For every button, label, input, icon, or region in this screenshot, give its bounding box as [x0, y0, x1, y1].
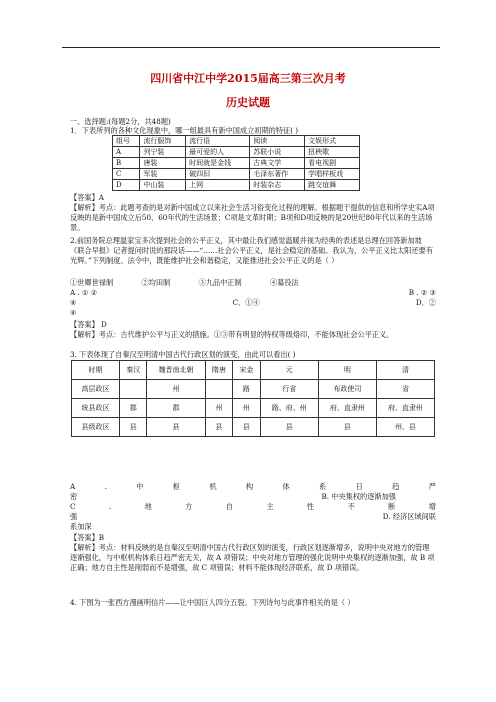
- table-row: [113, 169, 360, 180]
- table-row: [72, 380, 435, 399]
- table-row: [72, 361, 435, 380]
- q1-analysis: 【解析】考点：此题考查的是对新中国成立以来社会生活习俗变化过程的理解。根据题干提供的信息和所学史实A项反映的是新中国成立后50、60年代的生活场景；C项是文革时期；B项和D项反映的是20世纪80年代以来的生活场景。: [70, 203, 435, 232]
- table-cell: 县: [147, 418, 205, 437]
- header-rule: [62, 47, 440, 48]
- table-row: [72, 418, 435, 437]
- q3-option-a-char: A: [70, 482, 76, 491]
- q3-options-row2: [70, 492, 436, 501]
- table-cell: 时间就是金钱: [186, 158, 250, 169]
- q4-stem: 4. 下图为一张西方漫画明信片——让中国巨人四分五裂。下列诗句与此事件相关的是（ ）: [70, 598, 355, 607]
- q3-option-b: B. 中央集权的逐渐加强: [321, 492, 396, 501]
- table-header: 流行服饰: [140, 136, 186, 147]
- table-cell: 县级政区: [72, 418, 120, 437]
- q3-option-a-char: 枢: [172, 482, 180, 491]
- table-cell: 最可爱的人: [186, 147, 250, 158]
- q3-table: [71, 360, 435, 437]
- table-cell: 军装: [140, 169, 186, 180]
- q3-option-c-char: 方: [185, 502, 193, 511]
- table-header: 宋金: [233, 361, 261, 380]
- q2-options-row1: [70, 288, 436, 297]
- table-cell: 县: [119, 418, 147, 437]
- q1-table: [112, 135, 360, 191]
- table-row: [72, 399, 435, 418]
- q2-option-d-cont: ④: [70, 308, 77, 317]
- table-cell: 州: [205, 399, 233, 418]
- table-cell: 高层政区: [72, 380, 120, 399]
- q3-option-c-char: 断: [388, 502, 396, 511]
- table-header: 魏晋南北朝: [147, 361, 205, 380]
- table-cell: 路、府、州: [260, 399, 318, 418]
- table-cell: 列宁装: [140, 147, 186, 158]
- q3-option-a-char: 构: [245, 482, 254, 491]
- table-cell: 郡: [147, 399, 205, 418]
- table-cell: 府、直隶州: [376, 399, 434, 418]
- q3-option-a-tail: 密: [70, 492, 78, 501]
- q2-analysis: 【解析】考点：古代维护公平与正义的措施。①③带有明显的特权等级烙印，不能体现社会公平正义。: [70, 330, 394, 339]
- q3-option-c-char: .: [108, 502, 112, 511]
- q3-option-a-char: 系: [319, 482, 327, 491]
- q3-option-c: [70, 502, 436, 511]
- table-cell: C: [113, 169, 140, 180]
- table-row: [113, 158, 360, 169]
- q3-option-d: D. 经济区域间联: [382, 512, 436, 521]
- q2-items: [70, 278, 370, 287]
- table-cell: 州、县: [376, 418, 434, 437]
- table-header: 明: [318, 361, 376, 380]
- q3-option-a-char: 趋: [392, 482, 400, 491]
- q3-option-a-char: 体: [282, 482, 290, 491]
- table-row: [113, 180, 360, 191]
- q3-option-c-char: 增: [428, 502, 436, 511]
- table-cell: 古典文学: [250, 158, 305, 169]
- q3-options-row4: [70, 512, 436, 521]
- table-cell: 郡: [119, 399, 147, 418]
- table-cell: 上网: [186, 180, 250, 191]
- q3-option-c-char: C: [70, 502, 76, 511]
- q3-option-c-char: 地: [144, 502, 152, 511]
- table-cell: 跳交谊舞: [305, 180, 360, 191]
- q2-option-b: B . ② ③: [408, 288, 436, 297]
- table-cell: 府、直隶州: [318, 399, 376, 418]
- table-cell: 扭秧歌: [305, 147, 360, 158]
- table-cell: [119, 380, 147, 399]
- q2-item: ④募役法: [269, 278, 299, 287]
- q2-options-row2: [70, 298, 436, 307]
- q2-item: ②均田制: [141, 278, 171, 287]
- table-header: 清: [376, 361, 434, 380]
- q3-stem: 3. 下表体现了自秦汉至明清中国古代行政区划的演变，由此可以看出( ): [70, 350, 296, 359]
- section-heading: 一、选择题:(每题2分，共48题): [70, 117, 171, 126]
- table-cell: 县: [233, 418, 261, 437]
- table-cell: 县: [318, 418, 376, 437]
- q2-option-a: A . ① ②: [70, 288, 98, 297]
- q3-option-a-char: 机: [209, 482, 217, 491]
- q3-option-c-char: 性: [306, 502, 315, 511]
- table-header: 阅读: [250, 136, 305, 147]
- q3-option-a-char: 中: [136, 482, 144, 491]
- table-cell: B: [113, 158, 140, 169]
- q3-option-c-char: 自: [225, 502, 233, 511]
- table-row: [113, 147, 360, 158]
- table-cell: D: [113, 180, 140, 191]
- table-cell: 毛泽东著作: [250, 169, 305, 180]
- q1-stem: 1．下表所列的各种文化现象中，哪一组最具有新中国成立初期的特征( ): [70, 126, 299, 135]
- table-cell: 布政使司: [318, 380, 376, 399]
- table-cell: [205, 380, 233, 399]
- q2-stem: 2.前国务院总理温家宝多次提到社会的公平正义，其中最让我们感觉温暖并视为经典的表述是总理在回答新加坡《联合早报》记者提问时说的那段话——“……社会公平正义，是社会稳定的基础。我认为，公平正义比太阳还要有光辉。”下列制度、法令中，既能维护社会和谐稳定，又能推进社会公平正义的是（ ）: [70, 236, 434, 265]
- table-header: 秦汉: [119, 361, 147, 380]
- table-cell: 县: [205, 418, 233, 437]
- q2-item: ③九品中正制: [198, 278, 242, 287]
- table-header: 时期: [72, 361, 120, 380]
- table-cell: 省: [376, 380, 434, 399]
- q3-option-c-char: 主: [266, 502, 274, 511]
- table-cell: 县: [260, 418, 318, 437]
- table-cell: 路: [233, 380, 261, 399]
- q1-answer: 【答案】A: [70, 193, 104, 202]
- table-cell: 州: [147, 380, 205, 399]
- q2-answer: 【答案】 D: [70, 320, 107, 329]
- q3-option-a-char: 严: [428, 482, 436, 491]
- table-header: 文娱形式: [305, 136, 360, 147]
- q3-answer: 【答案】B: [70, 533, 105, 542]
- table-header: 流行语: [186, 136, 250, 147]
- q2-item: ①世卿世禄制: [70, 278, 114, 287]
- table-cell: 时装杂志: [250, 180, 305, 191]
- q3-option-a: [70, 482, 436, 491]
- table-cell: 唐装: [140, 158, 186, 169]
- table-cell: 学唱样板戏: [305, 169, 360, 180]
- q3-analysis: 【解析】考点：材料反映的是自秦汉至明清中国古代行政区划的演变，行政区划逐渐增多，说明中央对地方的管理逐渐强化，与中枢机构体系日趋严密无关，故 A 项错误；中央对地方管理的强化说明中央集权的逐渐加强，故 B 项正确；地方自主性是削弱而不是增强，故 C 项错误；材料不能体现经济联系，故 D 项错误。: [70, 543, 435, 572]
- exam-subtitle: 历史试题: [226, 96, 270, 109]
- table-cell: 破四旧: [186, 169, 250, 180]
- q3-option-c-char: 不: [347, 502, 355, 511]
- table-cell: 行省: [260, 380, 318, 399]
- table-header: 组号: [113, 136, 140, 147]
- q3-option-a-char: 日: [355, 482, 363, 491]
- q3-option-a-char: .: [104, 482, 107, 491]
- table-header: 隋唐: [205, 361, 233, 380]
- table-header: 元: [260, 361, 318, 380]
- q2-option-a-cont: ④: [70, 298, 77, 307]
- table-cell: 统县政区: [72, 399, 120, 418]
- q3-option-d-tail: 系加深: [70, 522, 92, 531]
- table-cell: A: [113, 147, 140, 158]
- q3-option-c-tail: 强: [70, 512, 78, 521]
- table-cell: 州: [233, 399, 261, 418]
- table-cell: 看电视剧: [305, 158, 360, 169]
- q2-option-c: C．①④: [232, 298, 260, 307]
- table-cell: 苏联小说: [250, 147, 305, 158]
- table-row: [113, 136, 360, 147]
- table-cell: 中山装: [140, 180, 186, 191]
- q2-option-d: D．②: [415, 298, 436, 307]
- exam-title: 四川省中江中学2015届高三第三次月考: [150, 72, 346, 85]
